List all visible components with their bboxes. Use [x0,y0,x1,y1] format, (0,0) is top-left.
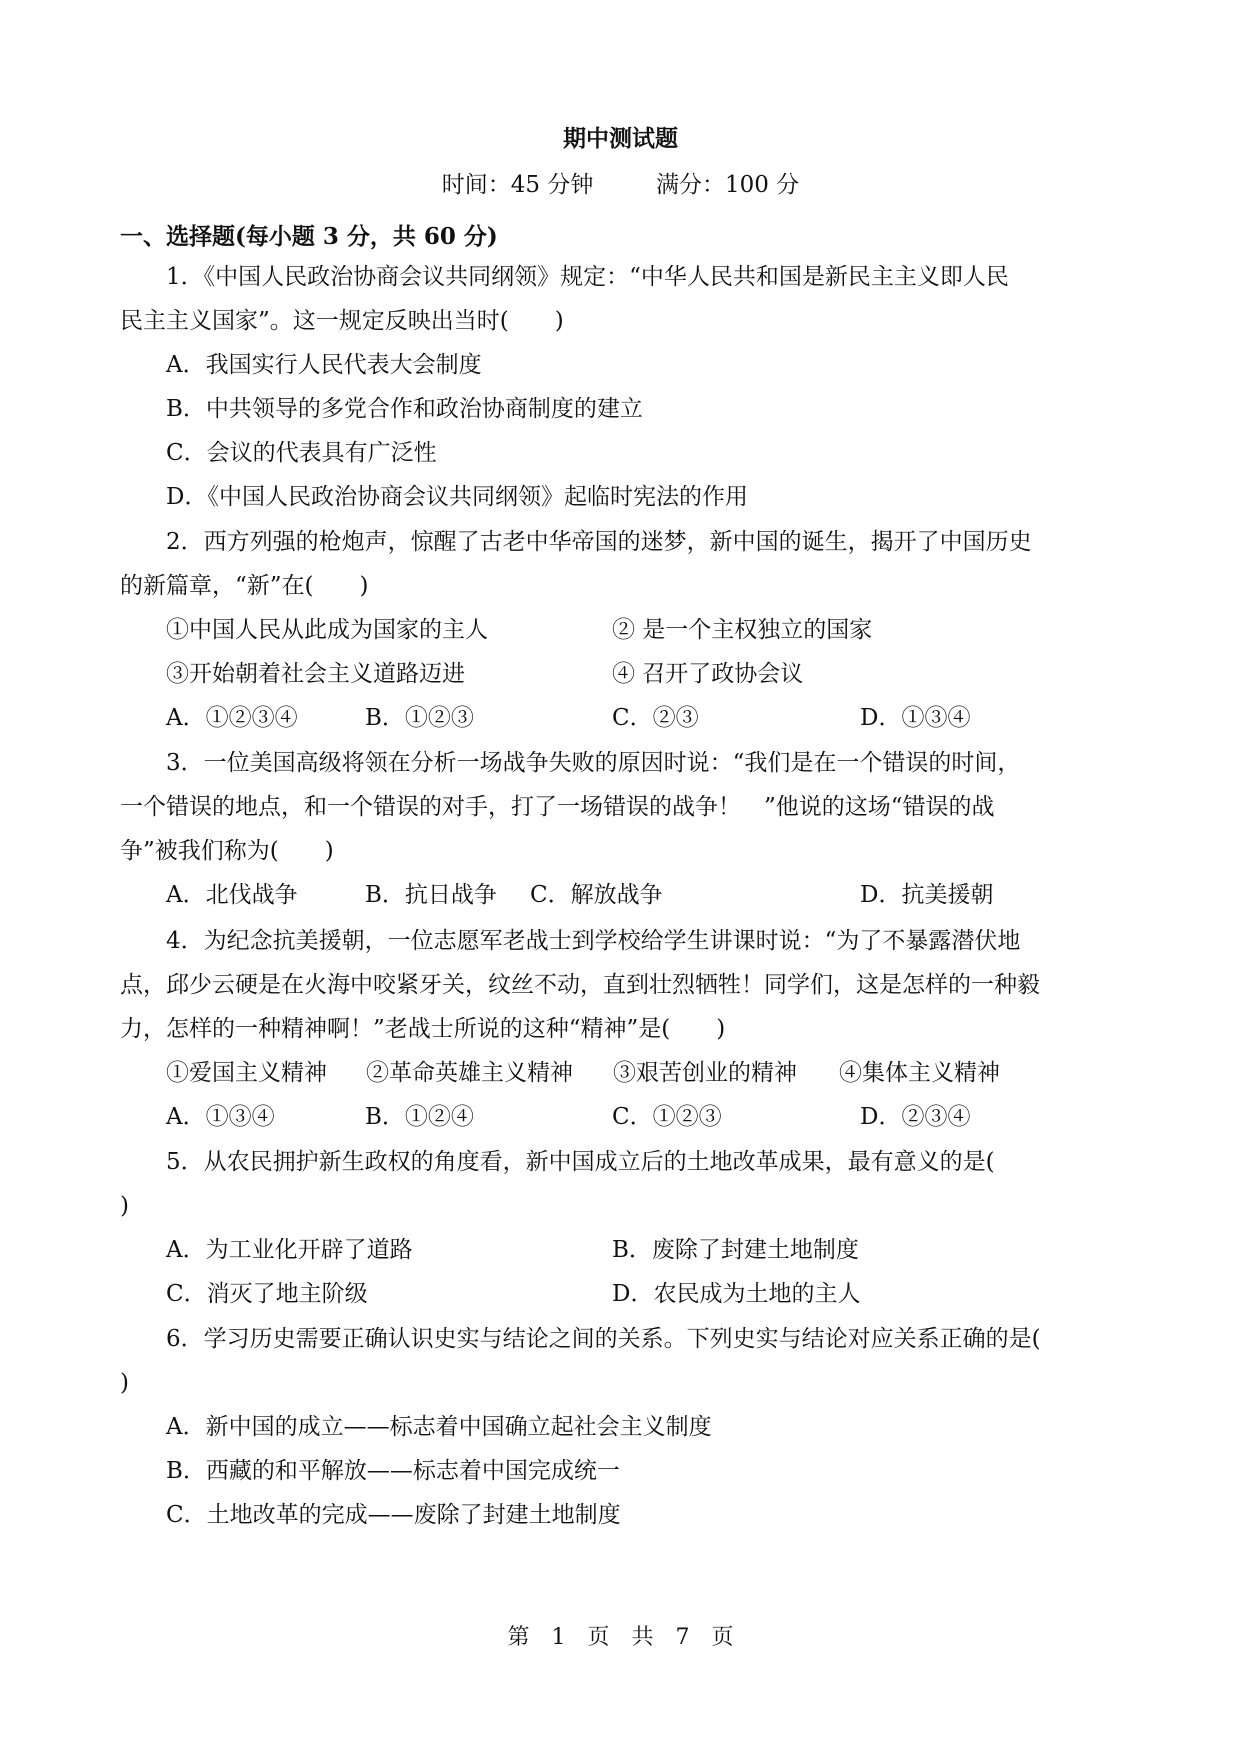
question-2-option-b: B．①②③ [365,705,474,731]
question-3-option-a: A．北伐战争 [166,882,298,908]
section-heading: 一、选择题(每小题 3 分，共 60 分) [120,223,498,250]
question-4-statement-4: ④集体主义精神 [839,1060,1000,1086]
question-4-statement-2: ②革命英雄主义精神 [366,1060,573,1086]
question-3-line3: 争”被我们称为( ) [120,838,334,864]
question-4-option-c: C．①②③ [612,1104,722,1130]
question-3-option-b: B．抗日战争 [365,882,497,908]
page-footer: 第 1 页 共 7 页 [507,1625,734,1650]
question-2-statement-3: ③开始朝着社会主义道路迈进 [166,661,465,687]
question-6-line2: ) [120,1370,129,1396]
question-3-option-d: D．抗美援朝 [860,882,994,908]
question-4-statement-3: ③艰苦创业的精神 [613,1060,797,1086]
question-5-option-b: B．废除了封建土地制度 [612,1237,859,1263]
question-4-line3: 力，怎样的一种精神啊！”老战士所说的这种“精神”是( ) [120,1016,726,1042]
question-4-option-d: D．②③④ [860,1104,971,1130]
question-5-line1: 5．从农民拥护新生政权的角度看，新中国成立后的土地改革成果，最有意义的是( [166,1149,995,1175]
question-4-line2: 点，邱少云硬是在火海中咬紧牙关，纹丝不动，直到壮烈牺牲！同学们，这是怎样的一种毅 [120,972,1040,998]
question-1-option-a: A．我国实行人民代表大会制度 [166,352,482,378]
question-1-option-d: D．《中国人民政治协商会议共同纲领》起临时宪法的作用 [166,484,748,510]
question-4-line1: 4．为纪念抗美援朝，一位志愿军老战士到学校给学生讲课时说：“为了不暴露潜伏地 [166,928,1021,954]
question-1-option-c: C．会议的代表具有广泛性 [166,440,437,466]
question-5-option-a: A．为工业化开辟了道路 [166,1237,413,1263]
question-2-statement-2: ② 是一个主权独立的国家 [612,617,873,643]
question-2-line2: 的新篇章，“新”在( ) [120,573,369,599]
question-4-option-b: B．①②④ [365,1104,474,1130]
question-5-option-d: D．农民成为土地的主人 [612,1281,861,1307]
question-3-option-c: C．解放战争 [530,882,663,908]
question-2-option-a: A．①②③④ [166,705,298,731]
page-title: 期中测试题 [563,125,678,152]
question-6-option-c: C．土地改革的完成——废除了封建土地制度 [166,1502,621,1528]
question-2-line1: 2．西方列强的枪炮声，惊醒了古老中华帝国的迷梦，新中国的诞生，揭开了中国历史 [166,529,1032,555]
question-1-line2: 民主主义国家”。这一规定反映出当时( ) [120,308,564,334]
question-6-line1: 6．学习历史需要正确认识史实与结论之间的关系。下列史实与结论对应关系正确的是( [166,1326,1041,1352]
question-2-option-d: D．①③④ [860,705,971,731]
question-1-line1: 1．《中国人民政治协商会议共同纲领》规定：“中华人民共和国是新民主主义即人民 [166,264,1009,290]
question-4-option-a: A．①③④ [166,1104,275,1130]
question-4-statement-1: ①爱国主义精神 [166,1060,327,1086]
question-6-option-a: A．新中国的成立——标志着中国确立起社会主义制度 [166,1414,712,1440]
question-3-line2: 一个错误的地点，和一个错误的对手，打了一场错误的战争！ ”他说的这场“错误的战 [120,794,995,820]
exam-score: 满分：100 分 [655,172,800,198]
question-5-option-c: C．消灭了地主阶级 [166,1281,368,1307]
exam-time: 时间：45 分钟 [441,172,594,198]
question-3-line1: 3．一位美国高级将领在分析一场战争失败的原因时说：“我们是在一个错误的时间， [166,750,1021,776]
question-5-line2: ) [120,1193,129,1219]
question-2-statement-1: ①中国人民从此成为国家的主人 [166,617,488,643]
question-6-option-b: B．西藏的和平解放——标志着中国完成统一 [166,1458,620,1484]
question-2-option-c: C．②③ [612,705,699,731]
exam-info [0,166,1241,199]
question-1-option-b: B．中共领导的多党合作和政治协商制度的建立 [166,396,643,422]
question-2-statement-4: ④ 召开了政协会议 [612,661,804,687]
